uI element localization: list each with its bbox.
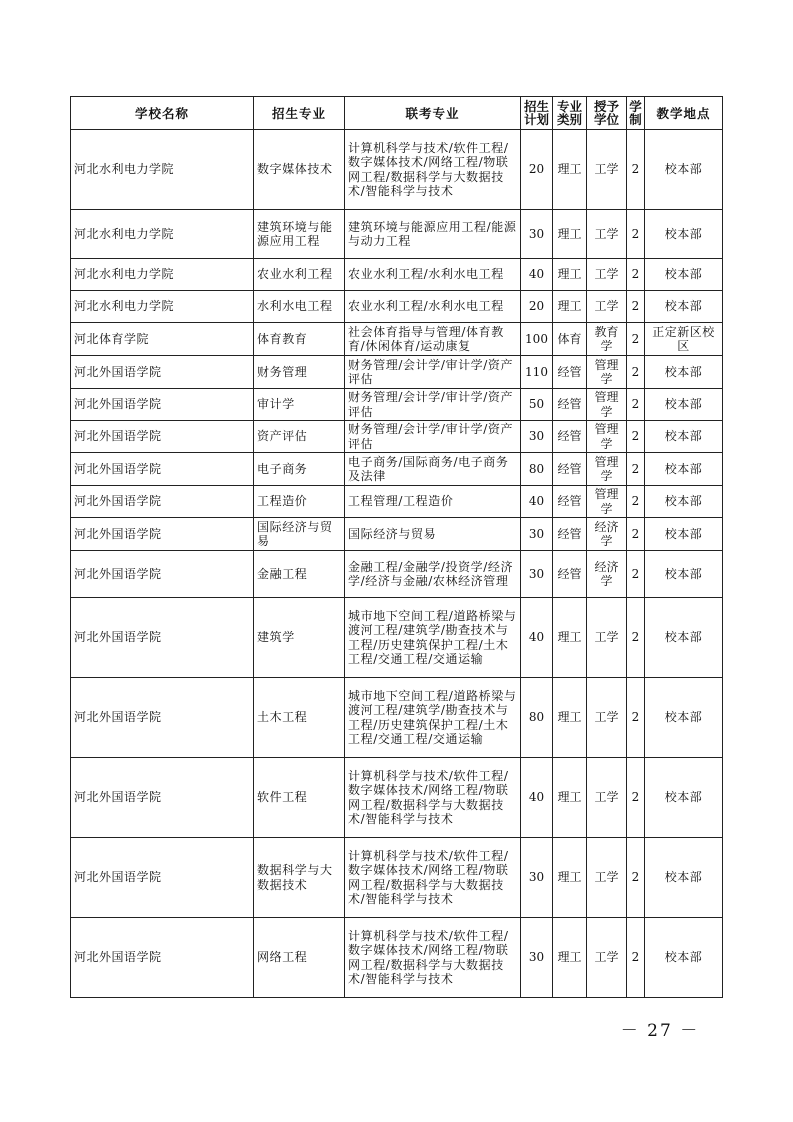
- major-cell: 数据科学与大数据技术: [254, 838, 345, 918]
- years-cell: 2: [627, 389, 645, 421]
- school-cell: 河北外国语学院: [71, 918, 254, 998]
- quota-cell: 20: [521, 291, 553, 323]
- category-cell: 理工: [553, 259, 587, 291]
- major-cell: 水利水电工程: [254, 291, 345, 323]
- category-cell: 经管: [553, 421, 587, 453]
- degree-cell: 管理学: [587, 356, 627, 389]
- quota-cell: 40: [521, 598, 553, 678]
- years-cell: 2: [627, 518, 645, 551]
- major-cell: 电子商务: [254, 453, 345, 486]
- school-cell: 河北外国语学院: [71, 758, 254, 838]
- quota-cell: 20: [521, 130, 553, 210]
- category-cell: 经管: [553, 453, 587, 486]
- degree-cell: 工学: [587, 210, 627, 259]
- degree-cell: 工学: [587, 598, 627, 678]
- location-cell: 校本部: [645, 389, 723, 421]
- degree-cell: 管理学: [587, 389, 627, 421]
- major-cell: 土木工程: [254, 678, 345, 758]
- school-cell: 河北水利电力学院: [71, 210, 254, 259]
- school-cell: 河北水利电力学院: [71, 130, 254, 210]
- degree-cell: 工学: [587, 259, 627, 291]
- years-cell: 2: [627, 421, 645, 453]
- school-cell: 河北外国语学院: [71, 598, 254, 678]
- major-cell: 金融工程: [254, 551, 345, 598]
- category-cell: 经管: [553, 356, 587, 389]
- location-cell: 校本部: [645, 551, 723, 598]
- exam-major-cell: 计算机科学与技术/软件工程/数字媒体技术/网络工程/物联网工程/数据科学与大数据技术/智能科学与技术: [345, 130, 521, 210]
- major-cell: 国际经济与贸易: [254, 518, 345, 551]
- exam-major-cell: 农业水利工程/水利水电工程: [345, 259, 521, 291]
- table-row: [71, 518, 723, 551]
- school-cell: 河北外国语学院: [71, 421, 254, 453]
- years-cell: 2: [627, 259, 645, 291]
- major-cell: 审计学: [254, 389, 345, 421]
- school-cell: 河北外国语学院: [71, 486, 254, 518]
- header-major: 招生专业: [254, 97, 345, 130]
- degree-cell: 工学: [587, 678, 627, 758]
- table-row: [71, 130, 723, 210]
- school-cell: 河北外国语学院: [71, 678, 254, 758]
- quota-cell: 30: [521, 518, 553, 551]
- location-cell: 校本部: [645, 259, 723, 291]
- quota-cell: 30: [521, 210, 553, 259]
- table-header-row: [71, 97, 723, 130]
- years-cell: 2: [627, 130, 645, 210]
- exam-major-cell: 社会体育指导与管理/体育教育/休闲体育/运动康复: [345, 323, 521, 356]
- category-cell: 经管: [553, 551, 587, 598]
- quota-cell: 30: [521, 918, 553, 998]
- school-cell: 河北体育学院: [71, 323, 254, 356]
- location-cell: 正定新区校区: [645, 323, 723, 356]
- exam-major-cell: 计算机科学与技术/软件工程/数字媒体技术/网络工程/物联网工程/数据科学与大数据技术/智能科学与技术: [345, 918, 521, 998]
- table-row: [71, 356, 723, 389]
- exam-major-cell: 计算机科学与技术/软件工程/数字媒体技术/网络工程/物联网工程/数据科学与大数据技术/智能科学与技术: [345, 758, 521, 838]
- degree-cell: 工学: [587, 291, 627, 323]
- location-cell: 校本部: [645, 598, 723, 678]
- category-cell: 经管: [553, 486, 587, 518]
- location-cell: 校本部: [645, 356, 723, 389]
- page-number: － 27 －: [620, 1021, 700, 1041]
- degree-cell: 管理学: [587, 453, 627, 486]
- school-cell: 河北外国语学院: [71, 518, 254, 551]
- years-cell: 2: [627, 291, 645, 323]
- exam-major-cell: 财务管理/会计学/审计学/资产评估: [345, 389, 521, 421]
- exam-major-cell: 电子商务/国际商务/电子商务及法律: [345, 453, 521, 486]
- years-cell: 2: [627, 356, 645, 389]
- category-cell: 理工: [553, 758, 587, 838]
- school-cell: 河北外国语学院: [71, 838, 254, 918]
- table-row: [71, 421, 723, 453]
- table-row: [71, 678, 723, 758]
- table-row: [71, 453, 723, 486]
- school-cell: 河北外国语学院: [71, 356, 254, 389]
- major-cell: 资产评估: [254, 421, 345, 453]
- degree-cell: 经济学: [587, 551, 627, 598]
- category-cell: 理工: [553, 291, 587, 323]
- location-cell: 校本部: [645, 130, 723, 210]
- years-cell: 2: [627, 323, 645, 356]
- school-cell: 河北外国语学院: [71, 551, 254, 598]
- exam-major-cell: 工程管理/工程造价: [345, 486, 521, 518]
- quota-cell: 80: [521, 678, 553, 758]
- header-quota: 招生计划: [521, 97, 553, 130]
- major-cell: 建筑学: [254, 598, 345, 678]
- school-cell: 河北外国语学院: [71, 453, 254, 486]
- category-cell: 体育: [553, 323, 587, 356]
- quota-cell: 110: [521, 356, 553, 389]
- location-cell: 校本部: [645, 486, 723, 518]
- category-cell: 经管: [553, 518, 587, 551]
- degree-cell: 经济学: [587, 518, 627, 551]
- quota-cell: 30: [521, 421, 553, 453]
- header-degree: 授予学位: [587, 97, 627, 130]
- location-cell: 校本部: [645, 291, 723, 323]
- major-cell: 农业水利工程: [254, 259, 345, 291]
- exam-major-cell: 计算机科学与技术/软件工程/数字媒体技术/网络工程/物联网工程/数据科学与大数据技术/智能科学与技术: [345, 838, 521, 918]
- major-cell: 建筑环境与能源应用工程: [254, 210, 345, 259]
- table-row: [71, 323, 723, 356]
- major-cell: 财务管理: [254, 356, 345, 389]
- degree-cell: 工学: [587, 918, 627, 998]
- table-row: [71, 389, 723, 421]
- degree-cell: 教育学: [587, 323, 627, 356]
- quota-cell: 30: [521, 551, 553, 598]
- major-cell: 体育教育: [254, 323, 345, 356]
- location-cell: 校本部: [645, 918, 723, 998]
- header-category: 专业类别: [553, 97, 587, 130]
- school-cell: 河北水利电力学院: [71, 259, 254, 291]
- school-cell: 河北水利电力学院: [71, 291, 254, 323]
- school-cell: 河北外国语学院: [71, 389, 254, 421]
- years-cell: 2: [627, 918, 645, 998]
- degree-cell: 管理学: [587, 421, 627, 453]
- degree-cell: 工学: [587, 758, 627, 838]
- location-cell: 校本部: [645, 421, 723, 453]
- exam-major-cell: 农业水利工程/水利水电工程: [345, 291, 521, 323]
- quota-cell: 40: [521, 758, 553, 838]
- exam-major-cell: 金融工程/金融学/投资学/经济学/经济与金融/农林经济管理: [345, 551, 521, 598]
- location-cell: 校本部: [645, 758, 723, 838]
- major-cell: 软件工程: [254, 758, 345, 838]
- quota-cell: 40: [521, 486, 553, 518]
- table-row: [71, 918, 723, 998]
- years-cell: 2: [627, 486, 645, 518]
- header-location: 教学地点: [645, 97, 723, 130]
- category-cell: 经管: [553, 389, 587, 421]
- years-cell: 2: [627, 838, 645, 918]
- table-row: [71, 291, 723, 323]
- exam-major-cell: 财务管理/会计学/审计学/资产评估: [345, 421, 521, 453]
- table-row: [71, 758, 723, 838]
- header-school: 学校名称: [71, 97, 254, 130]
- quota-cell: 40: [521, 259, 553, 291]
- category-cell: 理工: [553, 678, 587, 758]
- category-cell: 理工: [553, 918, 587, 998]
- quota-cell: 50: [521, 389, 553, 421]
- admissions-table: [70, 96, 723, 998]
- category-cell: 理工: [553, 210, 587, 259]
- quota-cell: 100: [521, 323, 553, 356]
- degree-cell: 工学: [587, 838, 627, 918]
- location-cell: 校本部: [645, 453, 723, 486]
- years-cell: 2: [627, 598, 645, 678]
- years-cell: 2: [627, 678, 645, 758]
- header-years: 学制: [627, 97, 645, 130]
- major-cell: 数字媒体技术: [254, 130, 345, 210]
- header-exam-major: 联考专业: [345, 97, 521, 130]
- years-cell: 2: [627, 758, 645, 838]
- category-cell: 理工: [553, 598, 587, 678]
- major-cell: 网络工程: [254, 918, 345, 998]
- degree-cell: 管理学: [587, 486, 627, 518]
- table-row: [71, 551, 723, 598]
- location-cell: 校本部: [645, 838, 723, 918]
- years-cell: 2: [627, 551, 645, 598]
- table-row: [71, 486, 723, 518]
- exam-major-cell: 建筑环境与能源应用工程/能源与动力工程: [345, 210, 521, 259]
- table-row: [71, 838, 723, 918]
- major-cell: 工程造价: [254, 486, 345, 518]
- exam-major-cell: 财务管理/会计学/审计学/资产评估: [345, 356, 521, 389]
- category-cell: 理工: [553, 130, 587, 210]
- table-row: [71, 598, 723, 678]
- quota-cell: 30: [521, 838, 553, 918]
- location-cell: 校本部: [645, 210, 723, 259]
- exam-major-cell: 城市地下空间工程/道路桥梁与渡河工程/建筑学/勘查技术与工程/历史建筑保护工程/土木工程/交通工程/交通运输: [345, 678, 521, 758]
- years-cell: 2: [627, 210, 645, 259]
- years-cell: 2: [627, 453, 645, 486]
- quota-cell: 80: [521, 453, 553, 486]
- exam-major-cell: 城市地下空间工程/道路桥梁与渡河工程/建筑学/勘查技术与工程/历史建筑保护工程/土木工程/交通工程/交通运输: [345, 598, 521, 678]
- location-cell: 校本部: [645, 518, 723, 551]
- location-cell: 校本部: [645, 678, 723, 758]
- exam-major-cell: 国际经济与贸易: [345, 518, 521, 551]
- table-row: [71, 259, 723, 291]
- category-cell: 理工: [553, 838, 587, 918]
- table-row: [71, 210, 723, 259]
- degree-cell: 工学: [587, 130, 627, 210]
